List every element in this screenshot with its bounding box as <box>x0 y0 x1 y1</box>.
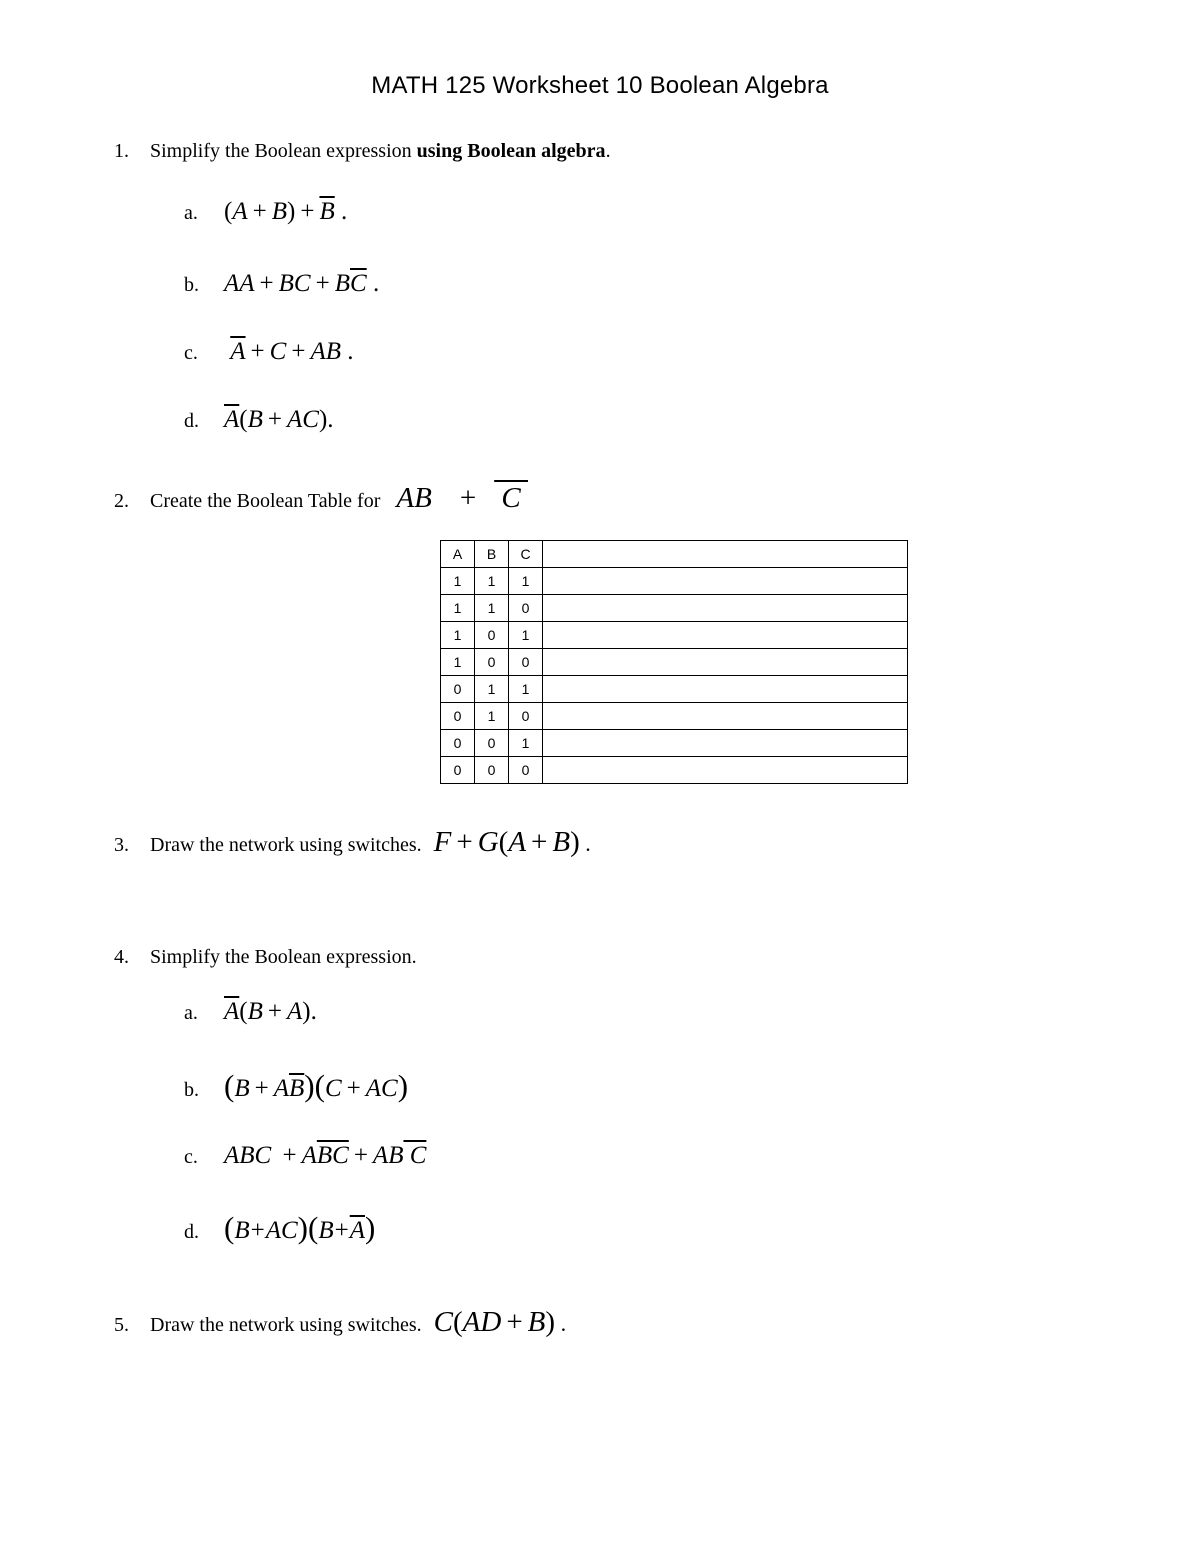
table-cell: 0 <box>441 757 475 784</box>
question-number: 5. <box>114 1314 129 1336</box>
table-cell: 0 <box>475 757 509 784</box>
table-cell: 1 <box>441 595 475 622</box>
answer-cell <box>543 757 908 784</box>
answer-cell <box>543 649 908 676</box>
question-text: Create the Boolean Table for <box>150 490 381 512</box>
question-number: 1. <box>114 140 129 162</box>
table-cell: 0 <box>509 595 543 622</box>
table-cell: 0 <box>441 730 475 757</box>
table-cell: 1 <box>509 622 543 649</box>
q1-item-c <box>184 338 353 366</box>
item-letter: a. <box>184 202 198 224</box>
q4-item-c <box>184 1142 426 1170</box>
table-cell: 0 <box>441 703 475 730</box>
table-cell: 1 <box>509 676 543 703</box>
table-cell: 0 <box>475 622 509 649</box>
item-letter: c. <box>184 1146 198 1168</box>
item-letter: a. <box>184 1002 198 1024</box>
table-cell: 1 <box>509 568 543 595</box>
question-text: Draw the network using switches. <box>150 1314 422 1336</box>
question-1 <box>114 140 611 163</box>
table-cell: 0 <box>475 649 509 676</box>
answer-cell <box>543 595 908 622</box>
question-text: Simplify the Boolean expression using Boolean algebra. <box>150 140 611 162</box>
answer-cell <box>543 676 908 703</box>
table-row <box>441 595 908 622</box>
table-row <box>441 676 908 703</box>
table-cell: 1 <box>475 595 509 622</box>
table-cell: 0 <box>441 676 475 703</box>
table-cell: 1 <box>441 649 475 676</box>
question-number: 2. <box>114 490 129 512</box>
question-3 <box>114 826 591 859</box>
table-cell: 1 <box>441 622 475 649</box>
header-cell: A <box>441 541 475 568</box>
item-letter: d. <box>184 410 199 432</box>
question-2 <box>114 482 528 515</box>
table-row <box>441 730 908 757</box>
q1-item-d <box>184 406 334 434</box>
table-cell: 1 <box>475 703 509 730</box>
math-expression: $(B + A\overline{B})(C + AC)$ <box>224 1068 409 1103</box>
q4-item-d <box>184 1210 375 1246</box>
table-cell: 0 <box>509 649 543 676</box>
q4-item-b <box>184 1068 408 1104</box>
table-row <box>441 568 908 595</box>
math-expression: F + G(A + B) . <box>433 826 591 858</box>
table-cell: 1 <box>475 568 509 595</box>
header-cell: C <box>509 541 543 568</box>
math-expression: ABC + $A\overline{BC}$ + AB C <box>224 1142 427 1169</box>
question-5 <box>114 1306 566 1339</box>
question-number: 4. <box>114 946 129 968</box>
header-cell: B <box>475 541 509 568</box>
math-expression: $\overline{A}(B + A)$. <box>224 998 317 1025</box>
table-row <box>441 703 908 730</box>
table-header-row <box>441 541 908 568</box>
header-cell <box>543 541 908 568</box>
q1-item-a <box>184 198 347 226</box>
truth-table <box>440 540 908 784</box>
item-letter: b. <box>184 1079 199 1101</box>
table-cell: 1 <box>475 676 509 703</box>
table-cell: 0 <box>509 757 543 784</box>
question-4 <box>114 946 417 969</box>
item-letter: c. <box>184 342 198 364</box>
question-text: Draw the network using switches. <box>150 834 422 856</box>
table-cell: 1 <box>509 730 543 757</box>
math-expression: $\overline{A} + C$ + AB . <box>230 338 354 365</box>
math-expression: $\overline{A}(B + AC)$. <box>224 406 334 433</box>
q4-item-a <box>184 998 317 1026</box>
table-cell: 0 <box>475 730 509 757</box>
table-cell: 0 <box>509 703 543 730</box>
item-letter: d. <box>184 1221 199 1243</box>
table-row <box>441 649 908 676</box>
answer-cell <box>543 703 908 730</box>
question-text: Simplify the Boolean expression. <box>150 946 417 968</box>
answer-cell <box>543 568 908 595</box>
math-expression: C(AD + B) . <box>433 1306 567 1338</box>
worksheet-title: MATH 125 Worksheet 10 Boolean Algebra <box>371 72 829 99</box>
math-expression: $(B+AC)(B+\overline{A})$ <box>224 1210 376 1245</box>
answer-cell <box>543 622 908 649</box>
q1-item-b <box>184 270 379 298</box>
math-expression: $(A + B) + \overline{B}$ . <box>224 198 348 225</box>
table-row <box>441 757 908 784</box>
table-row <box>441 622 908 649</box>
answer-cell <box>543 730 908 757</box>
table-cell: 1 <box>441 568 475 595</box>
question-number: 3. <box>114 834 129 856</box>
item-letter: b. <box>184 274 199 296</box>
math-expression: AB + C <box>396 482 529 514</box>
math-expression: AA + BC + $B\overline{C}$ . <box>224 270 380 297</box>
